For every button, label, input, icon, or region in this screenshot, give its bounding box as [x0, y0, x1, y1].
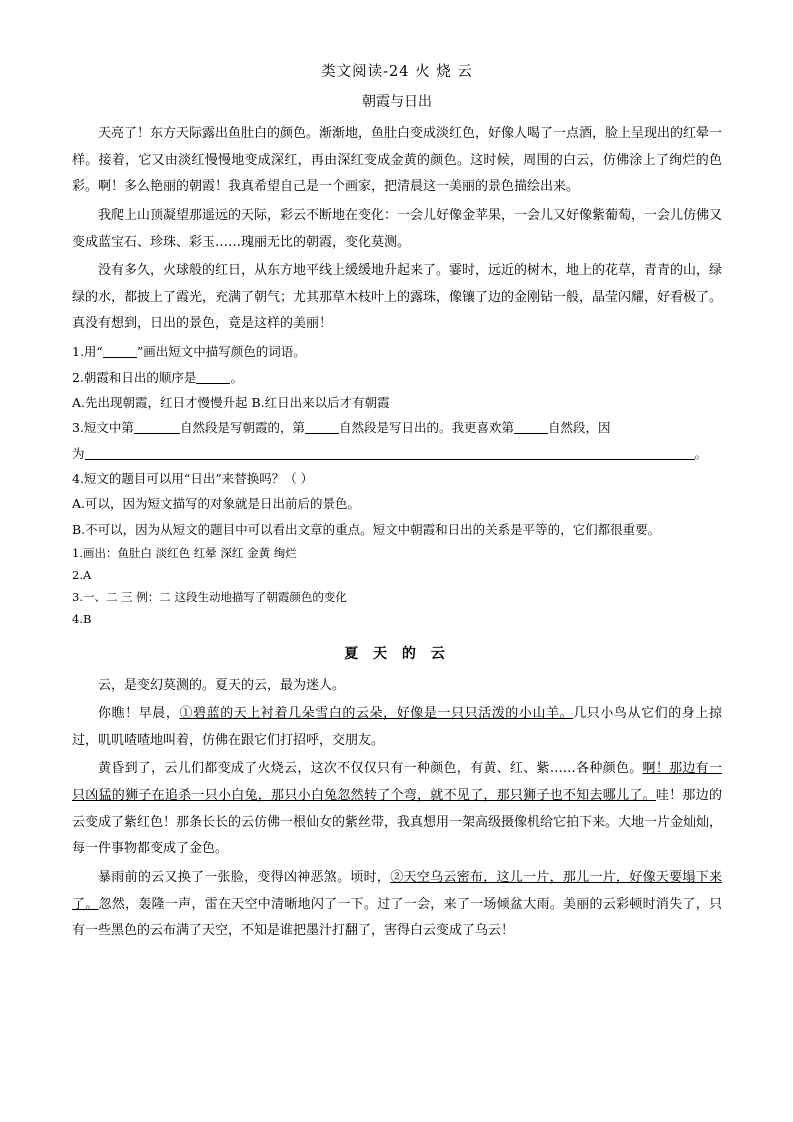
answer-blank[interactable] [196, 383, 230, 384]
section-title-2: 夏 天 的 云 [344, 645, 450, 662]
paragraph: 我爬上山顶凝望那遥远的天际，彩云不断地在变化：一会儿好像金苹果，一会儿又好像紫葡萄，一会儿仿佛又变成蓝宝石、珍珠、彩玉……瑰丽无比的朝霞，变化莫测。 [72, 207, 723, 250]
answer-blank[interactable] [134, 433, 180, 434]
section-title-1: 朝霞与日出 [362, 94, 432, 110]
question-4-option-b: B.不可以，因为从短文的题目中可以看出文章的重点。短文中朝霞和日出的关系是平等的，它们都很重要。 [72, 521, 661, 537]
document-title: 类文阅读-24 火 烧 云 [321, 64, 473, 80]
question-3-part4: 自然段，因 [547, 420, 611, 436]
document-content [72, 60, 722, 947]
question-2 [72, 366, 722, 390]
question-3-part2: 自然段是写朝霞的，第 [179, 420, 305, 436]
question-3-part1: 3.短文中第 [72, 420, 134, 436]
text-segment: 忽然，轰隆一声，雷在天空中清晰地闪了一下。过了一会，来了一场倾盆大雨。美丽的云彩顿时消失了，只有一些黑色的云布满了天空，不知是谁把墨汁打翻了，害得白云变成了乌云！ [72, 896, 722, 939]
text-segment: 黄昏到了，云儿们都变成了火烧云，这次不仅仅只有一种颜色，有黄、红、紫……各种颜色。 [98, 761, 643, 777]
answer-blank[interactable] [305, 433, 339, 434]
question-2-prefix: 2.朝霞和日出的顺序是 [72, 369, 197, 385]
text-segment: 哇！那边的云变成了紫红色！那条长长的云仿佛一根仙女的紫丝带，我真想用一架高级摄像机给它拍下来。大地一片金灿灿，每一件事物都变成了金色。 [72, 788, 723, 857]
underlined-sentence: 碧蓝的天上衬着几朵雪白的云朵，好像是一只只活泼的小山羊。 [193, 706, 574, 722]
question-2-options: A.先出现朝霞，红日才慢慢升起 B.红日出来以后才有朝霞 [72, 394, 390, 410]
answer-line: 2.A [72, 567, 92, 582]
paragraph: 天亮了！东方天际露出鱼肚白的颜色。渐渐地，鱼肚白变成淡红色，好像人喝了一点酒，脸上呈现出的红晕一样。接着，它又由淡红慢慢地变成深红，再由深红变成金黄的颜色。这时候，周围的白云，仿佛涂上了绚烂的色彩。啊！多么艳丽的朝霞！我真希望自己是一个画家，把清晨这一美丽的景色描绘出来。 [72, 126, 723, 195]
paragraph [72, 756, 722, 863]
paragraph [72, 865, 722, 945]
text-segment: 暴雨前的云又换了一张脸，变得凶神恶煞。顷时， [98, 869, 391, 885]
underlined-sentence: 啊！那边有一只凶猛的狮子在追杀一只小白兔，那只小白兔忽然转了个弯，就不见了，那只狮子也不知去哪儿了。 [72, 761, 722, 804]
question-2-suffix: 。 [230, 369, 243, 385]
paragraph: 没有多久，火球般的红日，从东方地平线上缓缓地升起来了。霎时，远近的树木，地上的花草，青青的山，绿绿的水，都披上了霞光，充满了朝气；尤其那草木枝叶上的露珠，像镶了边的金刚钻一般，晶莹闪耀，好看极了。真没有想到，日出的景色，竟是这样的美丽！ [72, 263, 723, 332]
question-1 [72, 340, 722, 364]
question-4-option-a: A.可以，因为短文描写的对象就是日出前后的景色。 [72, 496, 361, 512]
question-1-prefix: 1.用“ [72, 344, 103, 360]
text-segment: 几只小鸟从它们的身上掠过，叽叽喳喳地叫着，仿佛在跟它们打招呼，交朋友。 [72, 706, 722, 748]
question-3-answer-line [72, 442, 722, 466]
answer-blank-long[interactable] [85, 459, 695, 460]
paragraph: 云，是变幻莫测的。夏天的云，最为迷人。 [98, 677, 346, 693]
marker-number: ① [179, 706, 194, 722]
answer-blank[interactable] [514, 433, 548, 434]
answer-blank[interactable] [103, 357, 137, 358]
text-segment: 你瞧！早晨， [98, 706, 180, 722]
paragraph [72, 701, 722, 754]
underlined-sentence: 天空乌云密布，这儿一片，那儿一片，好像天要塌下来了。 [72, 869, 722, 912]
question-1-middle: ”画出短文中描写颜色的词语。 [136, 344, 306, 360]
question-3-part5: 为 [72, 445, 85, 461]
question-3 [72, 416, 722, 440]
answer-line: 3.一、二 三 例：二 这段生动地描写了朝霞颜色的变化 [72, 589, 347, 604]
question-3-part3: 自然段是写日出的。我更喜欢第 [338, 420, 514, 436]
question-3-part6: 。 [694, 445, 708, 461]
question-4: 4.短文的题目可以用“日出”来替换吗？（ ） [72, 471, 314, 486]
answer-line: 4.B [72, 611, 92, 626]
marker-number: ② [390, 869, 404, 885]
answer-line: 1.画出：鱼肚白 淡红色 红晕 深红 金黄 绚烂 [72, 546, 297, 561]
